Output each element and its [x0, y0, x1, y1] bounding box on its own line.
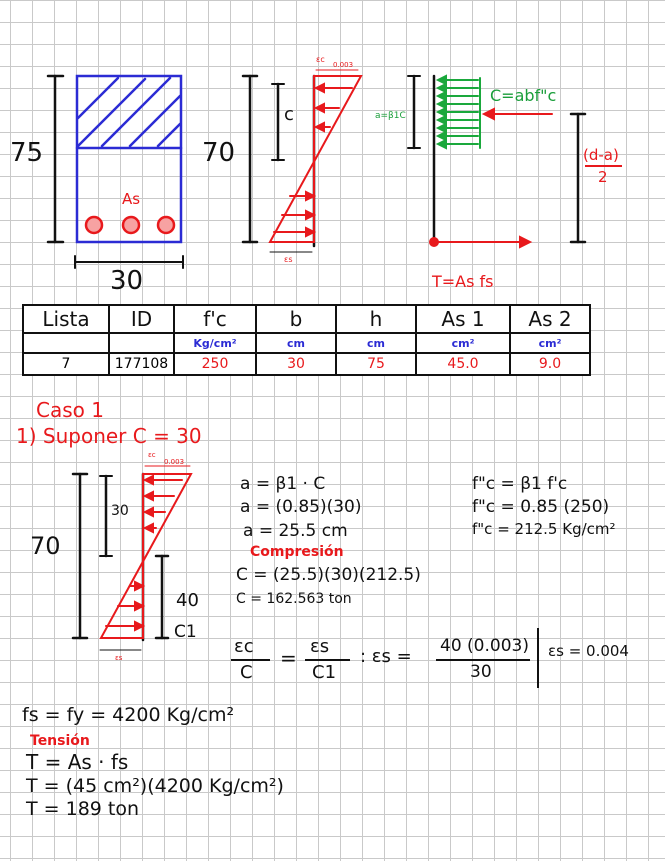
a-line-1: a = β1 · C	[240, 474, 326, 494]
f2c-line-2: f"c = 0.85 (250)	[472, 497, 610, 517]
table-header-row	[23, 305, 590, 333]
unit-id	[109, 333, 174, 353]
dim-width: 30	[110, 266, 144, 296]
label-lever-arm-num: (d-a)	[583, 146, 619, 164]
unit-h: cm	[336, 333, 416, 353]
compression-zone-hatch	[78, 78, 180, 146]
fraction-bars	[231, 166, 622, 688]
case-top-segment: 30	[111, 503, 129, 519]
label-eps-c: εc	[316, 55, 325, 64]
strain-eq-lhs-den: C	[240, 662, 253, 683]
label-c: c	[284, 104, 294, 125]
dim-total-height: 75	[10, 138, 44, 168]
header-fc: f'c	[174, 305, 256, 333]
strain-eq-lhs-num: εc	[234, 636, 254, 657]
header-h: h	[336, 305, 416, 333]
value-as1: 45.0	[416, 353, 510, 375]
strain-eq-frac-den: 30	[470, 662, 492, 682]
strain-eq-result: εs = 0.004	[548, 642, 629, 660]
dim-effective-depth: 70	[202, 138, 236, 168]
label-lever-arm-den: 2	[598, 168, 608, 186]
tension-line-1: T = As · fs	[26, 750, 129, 774]
strain-diagram-top	[243, 70, 361, 252]
tension-line-2: T = (45 cm²)(4200 Kg/cm²)	[26, 775, 284, 797]
header-b: b	[256, 305, 336, 333]
label-a-def: a=β1C	[375, 111, 406, 121]
case-c1-label: C1	[174, 622, 197, 642]
label-eps-c-value: 0.003	[333, 61, 354, 69]
value-as2: 9.0	[510, 353, 590, 375]
compression-block	[438, 76, 480, 148]
a-line-3: a = 25.5 cm	[243, 521, 348, 541]
label-C-force: C=abf"c	[490, 86, 557, 105]
case-eps-c: εc	[148, 451, 156, 459]
header-lista: Lista	[23, 305, 109, 333]
rebar-2	[123, 217, 139, 233]
value-id: 177108	[109, 353, 174, 375]
strain-eq-frac-num: 40 (0.003)	[440, 636, 529, 656]
unit-lista	[23, 333, 109, 353]
unit-fc: Kg/cm²	[174, 333, 256, 353]
unit-as1: cm²	[416, 333, 510, 353]
rebar-3	[158, 217, 174, 233]
value-b: 30	[256, 353, 336, 375]
case-title: Caso 1	[36, 398, 104, 422]
strain-eq-rhs-num: εs	[310, 636, 330, 657]
unit-b: cm	[256, 333, 336, 353]
value-fc: 250	[174, 353, 256, 375]
header-as2: As 2	[510, 305, 590, 333]
case-assumption: 1) Suponer C = 30	[16, 424, 202, 448]
properties-table	[22, 304, 591, 376]
label-eps-s: εs	[284, 255, 293, 264]
fs-line: fs = fy = 4200 Kg/cm²	[22, 704, 235, 726]
label-As: As	[122, 190, 141, 208]
tension-point	[429, 237, 439, 247]
compression-line-2: C = 162.563 ton	[236, 591, 352, 607]
table-units-row	[23, 333, 590, 353]
case-eps-s: εs	[115, 654, 123, 662]
compression-line-1: C = (25.5)(30)(212.5)	[236, 565, 421, 585]
f2c-line-3: f"c = 212.5 Kg/cm²	[472, 520, 616, 538]
table-values-row	[23, 353, 590, 375]
strain-eq-mid: : εs =	[360, 646, 412, 667]
strain-eq-equals: =	[280, 646, 297, 670]
value-h: 75	[336, 353, 416, 375]
tension-heading: Tensión	[30, 733, 90, 749]
case-depth: 70	[30, 532, 61, 560]
a-line-2: a = (0.85)(30)	[240, 497, 362, 517]
header-as1: As 1	[416, 305, 510, 333]
tension-line-3: T = 189 ton	[26, 798, 140, 820]
strain-eq-rhs-den: C1	[312, 662, 337, 683]
compression-heading: Compresión	[250, 544, 344, 560]
unit-as2: cm²	[510, 333, 590, 353]
rebar-1	[86, 217, 102, 233]
header-id: ID	[109, 305, 174, 333]
label-T-force: T=As fs	[432, 272, 494, 291]
value-lista: 7	[23, 353, 109, 375]
beam-section	[48, 76, 183, 268]
case-eps-c-value: 0.003	[164, 458, 185, 466]
f2c-line-1: f"c = β1 f'c	[472, 474, 568, 494]
case-bottom-segment: 40	[176, 590, 199, 611]
